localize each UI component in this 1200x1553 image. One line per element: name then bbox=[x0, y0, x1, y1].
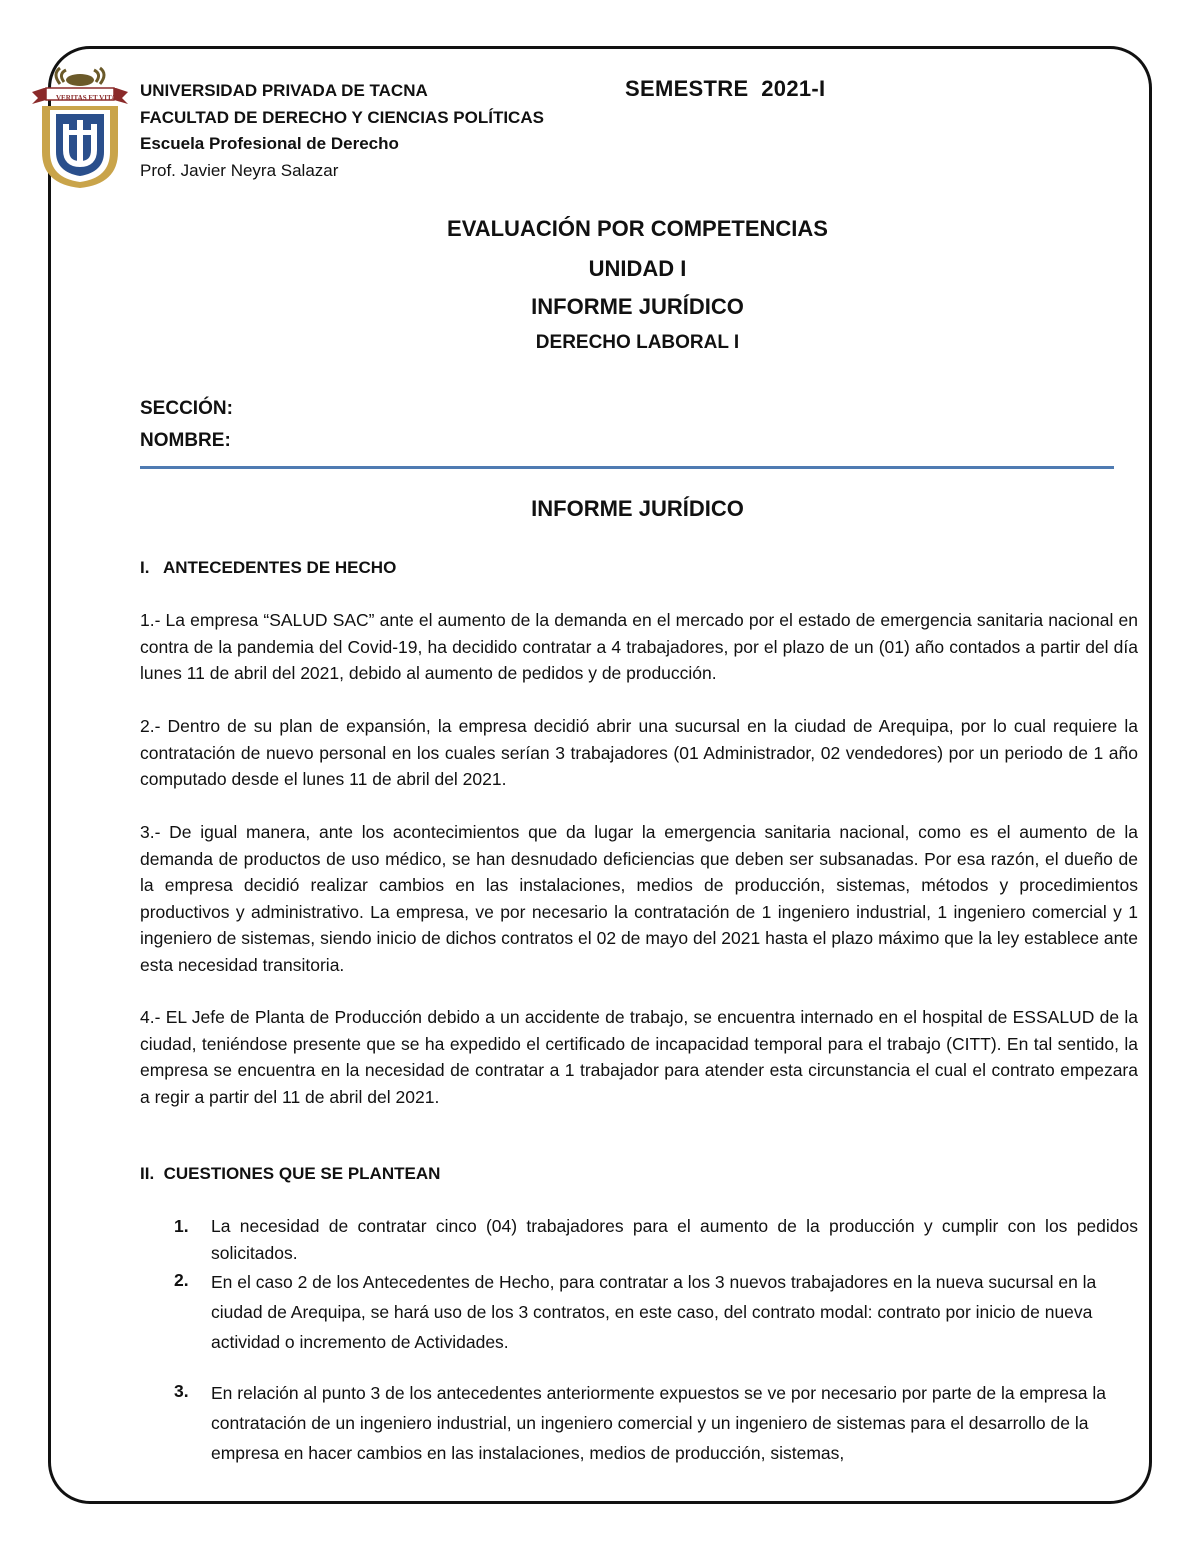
section-heading-cuestiones: II. CUESTIONES QUE SE PLANTEAN bbox=[140, 1164, 441, 1183]
paragraph-2: 2.- Dentro de su plan de expansión, la empresa decidió abrir una sucursal en la ciudad de Arequipa, por lo cual requiere la contratación de nuevo personal en los cuales serían 3 trabajadores (01 Administrador, 02 vendedores) por un periodo de 1 año computado desde el lunes 11 de abril del 2021. bbox=[140, 716, 1138, 789]
unit-title: UNIDAD I bbox=[588, 256, 687, 281]
paragraph-1: 1.- La empresa “SALUD SAC” ante el aumento de la demanda en el mercado por el estado de emergencia sanitaria nacional en contra de la pandemia del Covid-19, ha decidido contratar a 4 trabajadores, por el plazo de un (01) año contados a partir del día lunes 11 de abril del 2021, debido al aumento de pedidos y de producción. bbox=[140, 610, 1138, 683]
list-item-text: En relación al punto 3 de los antecedentes anteriormente expuestos se ve por necesario por parte de la empresa la contratación de un ingeniero industrial, un ingeniero comercial y un ingeniero de sistemas para el desarrollo de la empresa en hacer cambios en las instalaciones, medios de producción, sistemas, bbox=[211, 1383, 1106, 1463]
list-item-text: La necesidad de contratar cinco (04) trabajadores para el aumento de la producción y cumplir con los pedidos solicitados. bbox=[211, 1216, 1138, 1263]
professor-name: Prof. Javier Neyra Salazar bbox=[140, 160, 339, 180]
section-heading-antecedentes: I. ANTECEDENTES DE HECHO bbox=[140, 558, 397, 577]
list-item-text: En el caso 2 de los Antecedentes de Hecho, para contratar a los 3 nuevos trabajadores en la nueva sucursal en la ciudad de Arequipa, se hará uso de los 3 contratos, en este caso, del contrato modal: contrato por inicio de nueva actividad o incremento de Actividades. bbox=[211, 1272, 1097, 1352]
university-name: UNIVERSIDAD PRIVADA DE TACNA bbox=[140, 81, 428, 100]
name-field-label: NOMBRE: bbox=[140, 430, 231, 451]
faculty-name: FACULTAD DE DERECHO Y CIENCIAS POLÍTICAS bbox=[140, 107, 544, 127]
header-divider bbox=[140, 466, 1114, 469]
semester-label: SEMESTRE 2021-I bbox=[625, 76, 826, 101]
list-item-number: 2. bbox=[174, 1270, 189, 1290]
course-title: DERECHO LABORAL I bbox=[535, 332, 740, 353]
institution-header bbox=[140, 78, 544, 184]
paragraph-3: 3.- De igual manera, ante los acontecimientos que da lugar la emergencia sanitaria nacional, como es el aumento de la demanda de productos de uso médico, se han desnudado deficiencias que deben ser subsanadas. Por esa razón, el dueño de la empresa decidió realizar cambios en las instalaciones, medios de producción, sistemas, métodos y procedimientos productivos y administrativo. La empresa, ve por necesario la contratación de 1 ingeniero industrial, 1 ingeniero comercial y 1 ingeniero de sistemas, siendo inicio de dichos contratos el 02 de mayo del 2021 hasta el plazo máximo que la ley establece ante esta necesidad transitoria. bbox=[140, 822, 1138, 975]
logo-motto: VERITAS ET VITA bbox=[56, 94, 117, 102]
list-item-number: 1. bbox=[174, 1216, 189, 1236]
report-title: INFORME JURÍDICO bbox=[531, 294, 744, 319]
logo-ring-text bbox=[10, 195, 160, 196]
university-logo bbox=[30, 66, 130, 190]
evaluation-title: EVALUACIÓN POR COMPETENCIAS bbox=[447, 216, 828, 241]
list-item-number: 3. bbox=[174, 1381, 189, 1401]
school-name: Escuela Profesional de Derecho bbox=[140, 134, 399, 153]
body-title: INFORME JURÍDICO bbox=[531, 496, 744, 521]
section-field-label: SECCIÓN: bbox=[140, 398, 233, 419]
paragraph-4: 4.- EL Jefe de Planta de Producción debido a un accidente de trabajo, se encuentra internado en el hospital de ESSALUD de la ciudad, teniéndose presente que se ha expedido el certificado de incapacidad temporal para el trabajo (CITT). En tal sentido, la empresa se encuentra en la necesidad de contratar a 1 trabajador para atender esta circunstancia el cual el contrato empezara a regir a partir del 11 de abril del 2021. bbox=[140, 1007, 1138, 1107]
